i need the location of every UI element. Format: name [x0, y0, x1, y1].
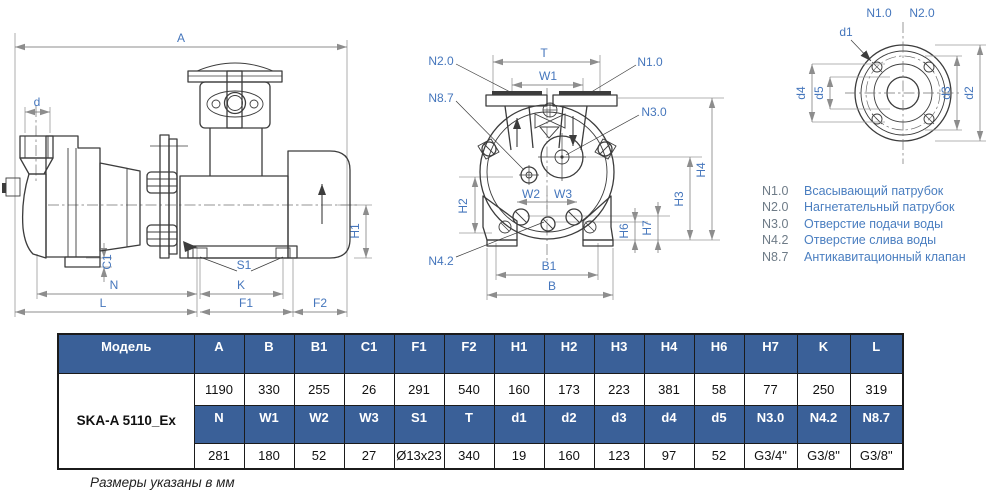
legend-item: [762, 232, 966, 248]
dim-label-f1: F1: [238, 296, 254, 310]
col-header: L: [850, 334, 903, 373]
col-header: d3: [594, 405, 644, 443]
value-cell: 340: [444, 443, 494, 469]
value-cell: 180: [244, 443, 294, 469]
col-header: H3: [594, 334, 644, 373]
flange-view-drawing: [790, 0, 997, 182]
value-cell: 26: [344, 373, 394, 405]
value-cell: 27: [344, 443, 394, 469]
dim-label-d1: d1: [839, 25, 853, 39]
col-header: d5: [694, 405, 744, 443]
value-cell: 58: [694, 373, 744, 405]
port-label-n1-flange: N1.0: [866, 6, 892, 20]
dim-label-d: d: [33, 95, 41, 109]
dim-label-h4: H4: [694, 162, 708, 178]
legend-desc: Отверстие слива воды: [804, 233, 937, 248]
legend-desc: Отверстие подачи воды: [804, 216, 944, 231]
dim-label-h6: H6: [617, 223, 631, 239]
legend-code: N8.7: [762, 249, 789, 264]
dim-label-h1: H1: [348, 223, 362, 239]
value-cell: G3/4": [744, 443, 797, 469]
dim-label-b: B: [547, 279, 557, 293]
dim-label-d2: d2: [962, 86, 976, 100]
port-label-n1: N1.0: [637, 55, 663, 69]
dim-label-h3: H3: [672, 191, 686, 207]
value-cell: 540: [444, 373, 494, 405]
dim-label-h7: H7: [640, 220, 654, 236]
port-label-n3: N3.0: [641, 105, 667, 119]
flange-labels: [794, 6, 976, 100]
dim-label-k: K: [236, 278, 246, 292]
model-column-header: Модель: [58, 334, 194, 373]
col-header: F1: [394, 334, 444, 373]
legend-code: N3.0: [762, 216, 789, 231]
legend-item: [762, 199, 966, 215]
dim-label-l: L: [99, 296, 107, 310]
col-header: N8.7: [850, 405, 903, 443]
value-cell: 291: [394, 373, 444, 405]
col-header: H2: [544, 334, 594, 373]
col-header: C1: [344, 334, 394, 373]
model-name: SKA-A 5110_Ex: [58, 373, 194, 469]
legend-code: N1.0: [762, 184, 789, 198]
col-header: B1: [294, 334, 344, 373]
dim-label-h2: H2: [456, 198, 470, 214]
value-cell: 250: [797, 373, 850, 405]
value-cell: 381: [644, 373, 694, 405]
legend-desc: Антикавитационный клапан: [804, 249, 966, 264]
value-cell: 19: [494, 443, 544, 469]
dim-label-w1: W1: [539, 69, 557, 83]
legend-code: N4.2: [762, 233, 789, 248]
front-view-drawing: [415, 45, 725, 307]
dim-label-w3: W3: [554, 187, 572, 201]
dim-label-w2: W2: [522, 187, 540, 201]
table-value-row-1: [58, 373, 903, 405]
legend-code: N2.0: [762, 200, 789, 215]
col-header: W3: [344, 405, 394, 443]
dim-label-f2: F2: [312, 296, 328, 310]
units-note: Размеры указаны в мм: [90, 475, 235, 490]
side-view-dimension-lines: [15, 33, 372, 317]
port-legend: [762, 183, 966, 265]
col-header: K: [797, 334, 850, 373]
col-header: N3.0: [744, 405, 797, 443]
terminal-box-outline: [188, 63, 282, 176]
dimensions-table-container: [57, 333, 904, 470]
dimensions-table: [57, 333, 904, 470]
col-header: A: [194, 334, 244, 373]
col-header: F2: [444, 334, 494, 373]
legend-item: [762, 249, 966, 265]
value-cell: G3/8": [850, 443, 903, 469]
value-cell: G3/8": [797, 443, 850, 469]
legend-desc: Всасывающий патрубок: [804, 184, 944, 198]
col-header: N4.2: [797, 405, 850, 443]
col-header: d2: [544, 405, 594, 443]
dim-label-n: N: [109, 278, 119, 292]
dim-label-d3: d3: [939, 86, 953, 100]
port-label-n2: N2.0: [428, 54, 454, 68]
col-header: H4: [644, 334, 694, 373]
value-cell: 255: [294, 373, 344, 405]
value-cell: 123: [594, 443, 644, 469]
col-header: H1: [494, 334, 544, 373]
col-header: N: [194, 405, 244, 443]
dim-label-d5: d5: [812, 86, 826, 100]
value-cell: 319: [850, 373, 903, 405]
col-header: T: [444, 405, 494, 443]
value-cell: 1190: [194, 373, 244, 405]
value-cell: 97: [644, 443, 694, 469]
pump-side-outline: [2, 135, 350, 271]
col-header: W2: [294, 405, 344, 443]
legend-desc: Нагнетательный патрубок: [804, 200, 955, 215]
dim-label-b1: B1: [541, 259, 557, 273]
value-cell: 173: [544, 373, 594, 405]
value-cell: 330: [244, 373, 294, 405]
value-cell: 160: [544, 443, 594, 469]
value-cell: 52: [294, 443, 344, 469]
col-header: H7: [744, 334, 797, 373]
side-view-dim-labels: [34, 31, 362, 310]
dim-label-s1: S1: [236, 258, 252, 272]
pump-front-outline: [478, 91, 617, 246]
value-cell: 281: [194, 443, 244, 469]
dim-label-c1: C1: [100, 254, 114, 270]
value-cell: 223: [594, 373, 644, 405]
side-view-drawing: [0, 15, 405, 320]
col-header: H6: [694, 334, 744, 373]
value-cell: 52: [694, 443, 744, 469]
value-cell: Ø13x23: [394, 443, 444, 469]
port-label-n42: N4.2: [428, 254, 454, 268]
dim-label-d4: d4: [794, 86, 808, 100]
col-header: d1: [494, 405, 544, 443]
col-header: d4: [644, 405, 694, 443]
legend-item: [762, 183, 966, 199]
port-label-n87: N8.7: [428, 91, 454, 105]
front-view-labels: [428, 46, 708, 293]
port-label-n2-flange: N2.0: [909, 6, 935, 20]
dim-label-t: T: [540, 46, 548, 60]
col-header: S1: [394, 405, 444, 443]
col-header: W1: [244, 405, 294, 443]
legend-item: [762, 216, 966, 232]
value-cell: 77: [744, 373, 797, 405]
value-cell: 160: [494, 373, 544, 405]
dim-label-a: A: [176, 31, 186, 45]
flange-dimension-lines: [812, 40, 986, 141]
col-header: B: [244, 334, 294, 373]
table-header-row-1: [58, 334, 903, 373]
